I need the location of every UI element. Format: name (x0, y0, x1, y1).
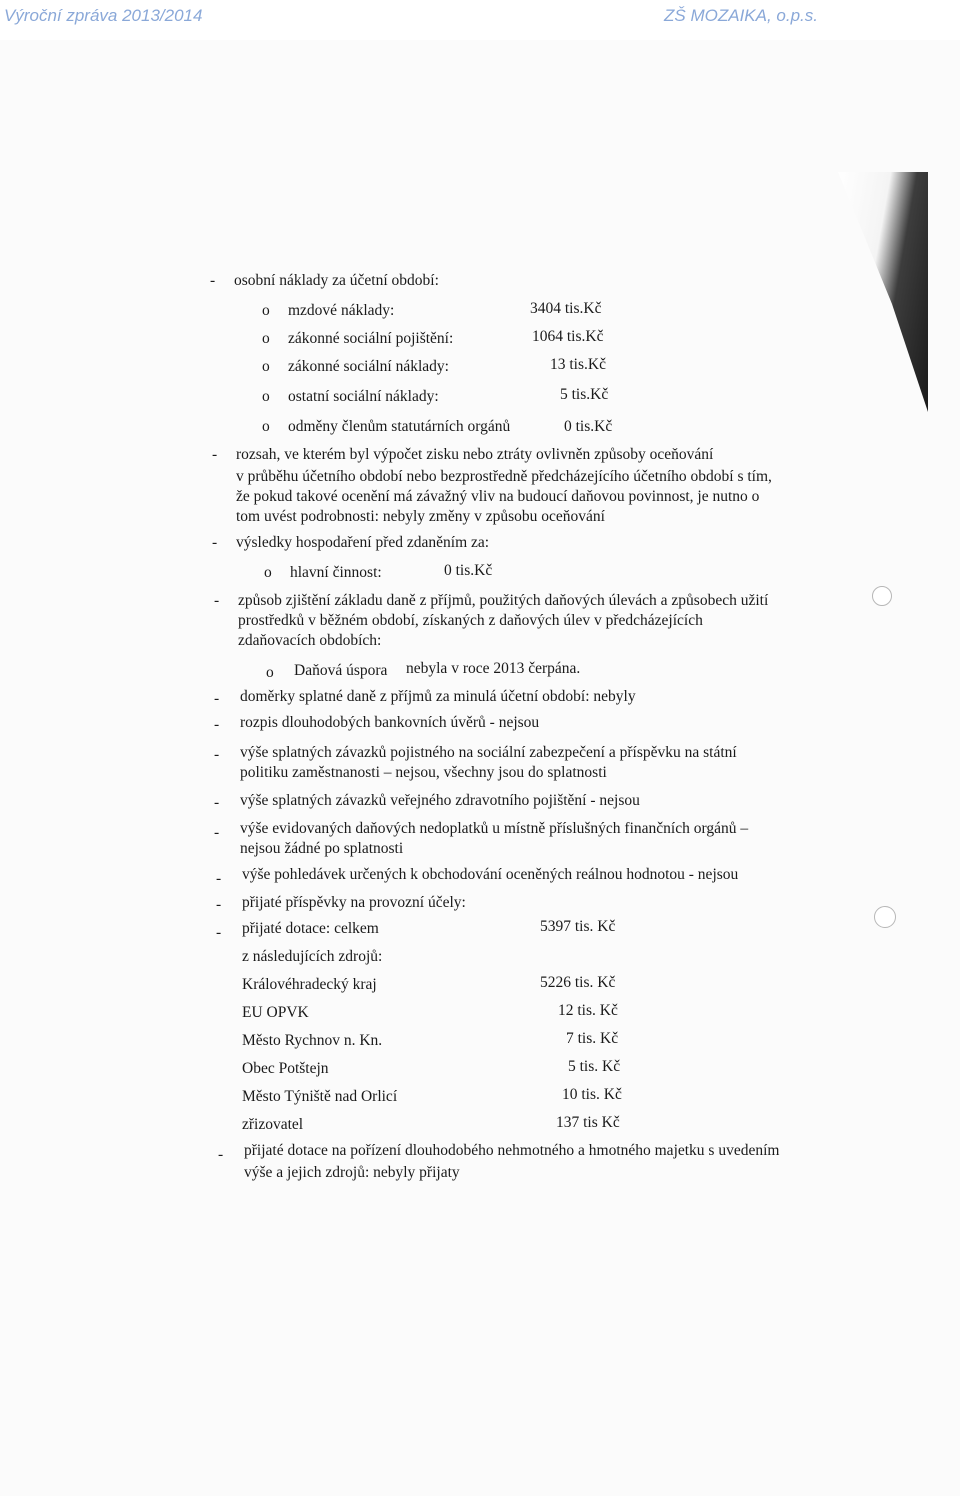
valuation-line-1: rozsah, ve kterém byl výpočet zisku nebo ztráty ovlivněn způsoby oceňování (236, 446, 714, 463)
punch-hole-top (872, 586, 892, 606)
punch-hole-bottom (874, 906, 896, 928)
other-social-costs-label: ostatní sociální náklady: (288, 388, 439, 405)
source-value: 5 tis. Kč (568, 1058, 621, 1075)
bullet-marker: o (262, 330, 270, 347)
bullet-marker: o (262, 302, 270, 319)
dash-marker: - (214, 824, 220, 841)
tax-saving-text: nebyla v roce 2013 čerpána. (406, 660, 581, 677)
bullet-marker: o (266, 664, 274, 681)
bullet-marker: o (264, 564, 272, 581)
wage-costs-value: 3404 tis.Kč (530, 300, 602, 317)
result-title: výsledky hospodaření před zdaněním za: (236, 534, 490, 551)
source-name: Obec Potštejn (242, 1060, 329, 1077)
dash-marker: - (212, 534, 218, 551)
assets-line-2: výše a jejich zdrojů: nebyly přijaty (244, 1164, 460, 1181)
dash-marker: - (214, 690, 220, 707)
other-social-costs-value: 5 tis.Kč (560, 386, 609, 403)
social-costs-value: 13 tis.Kč (550, 356, 606, 373)
tax-line-1: způsob zjištění základu daně z příjmů, použitých daňových úlevách a způsobech užití (238, 592, 769, 609)
main-activity-value: 0 tis.Kč (444, 562, 493, 579)
dash-marker: - (214, 592, 220, 609)
board-remuneration-label: odměny členům statutárních orgánů (288, 418, 511, 435)
source-value: 12 tis. Kč (558, 1002, 618, 1019)
running-header (0, 0, 960, 36)
bullet-marker: o (262, 418, 270, 435)
social-liabilities-line-2: politiku zaměstnanosti – nejsou, všechny jsou do splatnosti (240, 764, 607, 781)
board-remuneration-value: 0 tis.Kč (564, 418, 613, 435)
source-name: EU OPVK (242, 1004, 309, 1021)
subsidies-label: přijaté dotace: celkem (242, 920, 379, 937)
sources-title: z následujících zdrojů: (242, 948, 383, 965)
header-report-title: Výroční zpráva 2013/2014 (4, 6, 203, 25)
source-name: Královéhradecký kraj (242, 976, 377, 993)
dash-marker: - (214, 716, 220, 733)
tax-line-2: prostředků v běžném období, získaných z daňových úlev v předcházejících (238, 612, 703, 629)
tax-arrears-line-1: výše evidovaných daňových nedoplatků u místně příslušných finančních orgánů – (240, 820, 749, 837)
assets-line-1: přijaté dotace na pořízení dlouhodobého nehmotného a hmotného majetku s uvedením (244, 1142, 780, 1159)
source-value: 137 tis Kč (556, 1114, 620, 1131)
social-insurance-label: zákonné sociální pojištění: (288, 330, 454, 347)
valuation-line-2: v průběhu účetního období nebo bezprostředně předcházejícího účetního období s tím, (236, 468, 772, 485)
receivables-text: výše pohledávek určených k obchodování oceněných reálnou hodnotou - nejsou (242, 866, 739, 883)
dash-marker: - (218, 1146, 224, 1163)
subsidies-total: 5397 tis. Kč (540, 918, 616, 935)
bullet-marker: o (262, 388, 270, 405)
dash-marker: - (216, 896, 222, 913)
main-activity-label: hlavní činnost: (290, 564, 382, 581)
health-insurance-text: výše splatných závazků veřejného zdravotního pojištění - nejsou (240, 792, 640, 809)
source-name: Město Rychnov n. Kn. (242, 1032, 383, 1049)
dash-marker: - (214, 794, 220, 811)
personnel-costs-title: osobní náklady za účetní období: (234, 272, 439, 289)
valuation-line-4: tom uvést podrobnosti: nebyly změny v způsobu oceňování (236, 508, 605, 525)
dash-marker: - (214, 746, 220, 763)
bullet-marker: o (262, 358, 270, 375)
dash-marker: - (210, 272, 216, 289)
dash-marker: - (212, 446, 218, 463)
source-name: Město Týniště nad Orlicí (242, 1088, 398, 1105)
source-value: 7 tis. Kč (566, 1030, 619, 1047)
operating-contributions-text: přijaté příspěvky na provozní účely: (242, 894, 466, 911)
dash-marker: - (216, 870, 222, 887)
source-value: 5226 tis. Kč (540, 974, 616, 991)
social-costs-label: zákonné sociální náklady: (288, 358, 449, 375)
tax-saving-label: Daňová úspora (294, 662, 388, 679)
wage-costs-label: mzdové náklady: (288, 302, 395, 319)
dash-marker: - (216, 924, 222, 941)
valuation-line-3: že pokud takové ocenění má závažný vliv na budoucí daňovou povinnost, je nutno o (236, 488, 760, 505)
bank-loans-text: rozpis dlouhodobých bankovních úvěrů - nejsou (240, 714, 540, 731)
social-insurance-value: 1064 tis.Kč (532, 328, 604, 345)
social-liabilities-line-1: výše splatných závazků pojistného na sociální zabezpečení a příspěvku na státní (240, 744, 737, 761)
source-name: zřizovatel (242, 1116, 304, 1133)
source-value: 10 tis. Kč (562, 1086, 622, 1103)
tax-arrears-line-2: nejsou žádné po splatnosti (240, 840, 404, 857)
tax-assessments-text: doměrky splatné daně z příjmů za minulá účetní období: nebyly (240, 688, 636, 705)
tax-line-3: zdaňovacích obdobích: (238, 632, 382, 649)
header-organization: ZŠ MOZAIKA, o.p.s. (664, 6, 818, 25)
